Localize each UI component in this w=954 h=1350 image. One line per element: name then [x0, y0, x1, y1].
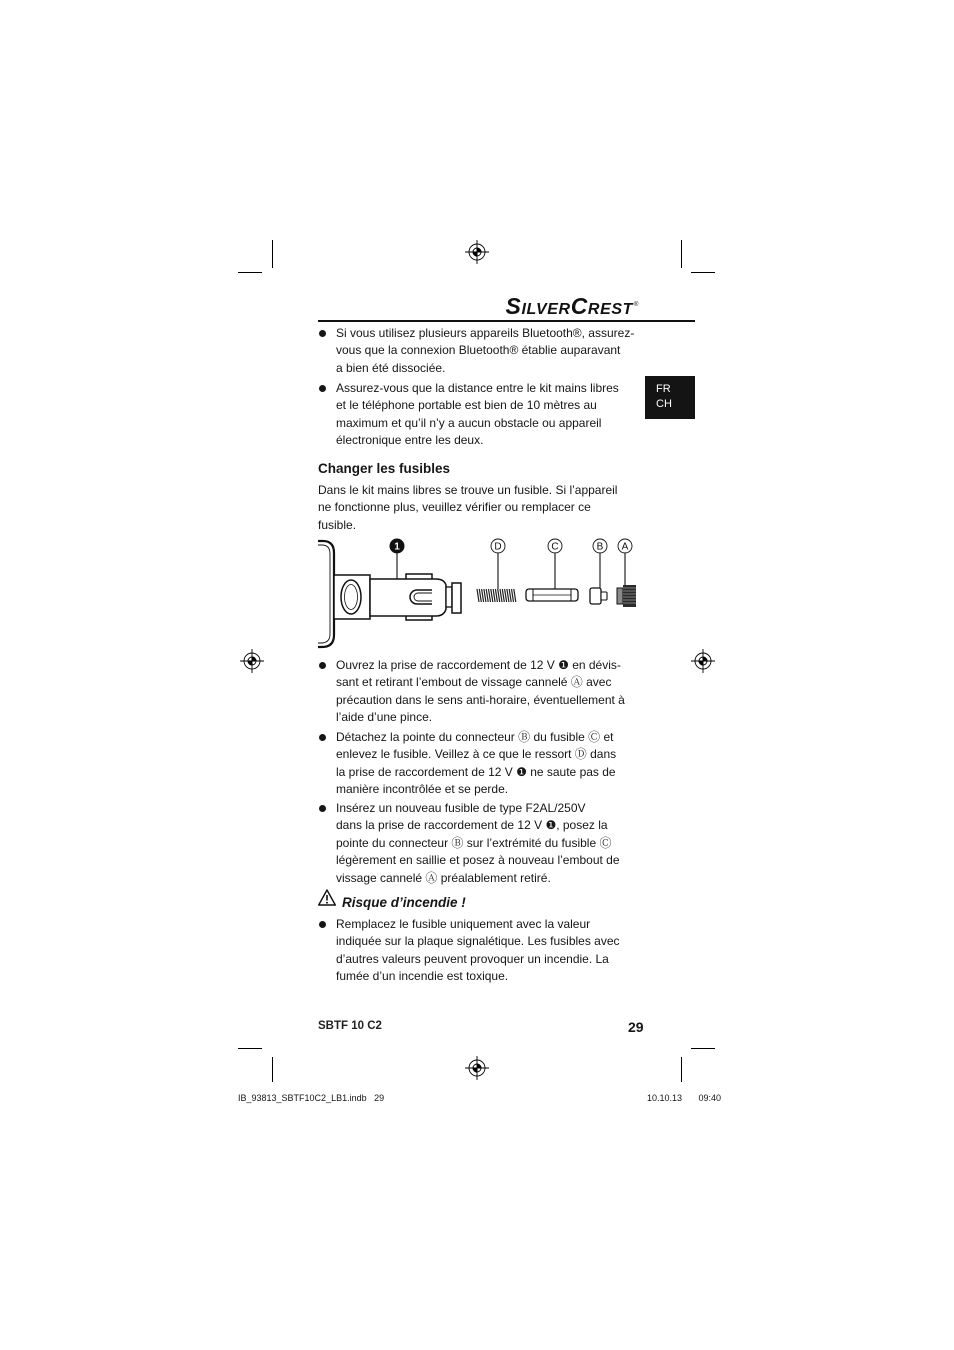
text-line: d’autres valeurs peuvent provoquer un incendie. La — [336, 951, 609, 966]
registration-mark — [691, 649, 715, 673]
bullet-item — [318, 657, 648, 727]
callout-b — [593, 539, 607, 553]
callout-label: A — [621, 541, 629, 553]
header-rule — [318, 320, 695, 322]
text-line: et le téléphone portable est bien de 10 mètres au — [336, 398, 597, 413]
text-line: Remplacez le fusible uniquement avec la valeur — [336, 917, 591, 931]
registered-mark: ® — [634, 302, 639, 308]
warning-triangle-icon — [318, 889, 336, 906]
text-line: Dans le kit mains libres se trouve un fusible. Si l’appareil — [318, 483, 618, 497]
language-code: CH — [656, 398, 672, 410]
bullet-icon — [319, 921, 326, 928]
text-line: légèrement en saillie et posez à nouveau l’embout de — [336, 853, 620, 868]
text-line: manière incontrôlée et se perde. — [336, 782, 509, 797]
registration-mark — [465, 1056, 489, 1080]
text-line: vissage cannelé Ⓐ préalablement retiré. — [336, 870, 551, 885]
bullet-icon — [319, 385, 326, 392]
registration-mark — [240, 649, 264, 673]
threaded-cap — [617, 585, 636, 607]
text-line: fusible. — [318, 517, 357, 532]
text-line: la prise de raccordement de 12 V ❶ ne saute pas de — [336, 764, 616, 779]
spring — [477, 589, 516, 602]
language-tab — [645, 376, 695, 419]
warning-title: Risque d’incendie ! — [342, 895, 466, 910]
bullet-item — [318, 325, 648, 377]
section-heading: Changer les fusibles — [318, 461, 451, 476]
text-line: a bien été dissociée. — [336, 360, 446, 375]
bullet-icon — [319, 734, 326, 741]
bullet-item — [318, 729, 648, 799]
fuse-diagram — [318, 538, 643, 650]
text-line: sant et retirant l’embout de vissage cannelé Ⓐ avec — [336, 675, 612, 690]
handsfree-housing — [318, 541, 334, 647]
language-code: FR — [656, 383, 671, 395]
callout-c — [548, 539, 562, 553]
bullet-icon — [319, 330, 326, 337]
text-line: l’aide d’une pince. — [336, 710, 433, 725]
bullet-icon — [319, 805, 326, 812]
text-line: Assurez-vous que la distance entre le kit mains libres — [336, 381, 619, 395]
brand-logo: SilverCrest — [505, 293, 633, 319]
text-line: ne fonctionne plus, veuillez vérifier ou remplacer ce — [318, 500, 591, 515]
callout-label: B — [596, 541, 604, 553]
bullet-item — [318, 916, 648, 986]
text-line: précaution dans le sens anti-horaire, éventuellement à — [336, 692, 625, 707]
text-line: vous que la connexion Bluetooth® établie auparavant — [336, 343, 621, 358]
print-file-info: IB_93813_SBTF10C2_LB1.indb 29 — [238, 1093, 385, 1103]
intro-paragraph — [318, 482, 648, 534]
text-line: fumée d’un incendie est toxique. — [336, 969, 509, 984]
text-line: pointe du connecteur Ⓑ sur l’extrémité du fusible Ⓒ — [336, 835, 612, 850]
callout-d — [491, 539, 505, 553]
handsfree-housing-inner — [318, 545, 330, 643]
text-line: Ouvrez la prise de raccordement de 12 V ❶ en dévis- — [336, 658, 621, 672]
text-line: enlevez le fusible. Veillez à ce que le ressort Ⓓ dans — [336, 747, 617, 762]
callout-label: D — [494, 541, 502, 553]
connector-tip — [590, 588, 607, 604]
text-line: Insérez un nouveau fusible de type F2AL/250V — [336, 801, 586, 815]
callout-a — [618, 539, 632, 553]
bullet-icon — [319, 662, 326, 669]
callout-label: 1 — [394, 541, 400, 553]
registration-mark — [465, 240, 489, 264]
text-line: Si vous utilisez plusieurs appareils Bluetooth®, assurez- — [336, 326, 635, 340]
text-line: indiquée sur la plaque signalétique. Les fusibles avec — [336, 934, 620, 949]
fuse — [526, 589, 578, 601]
text-line: maximum et qu’il n’y a aucun obstacle ou appareil — [336, 415, 602, 430]
page-number: 29 — [628, 1019, 644, 1035]
print-datetime: 10.10.13 09:40 — [646, 1093, 721, 1103]
model-number: SBTF 10 C2 — [318, 1020, 382, 1032]
bullet-item — [318, 800, 648, 887]
callout-label: C — [551, 541, 559, 553]
bullet-item — [318, 380, 648, 450]
plug-12v — [334, 574, 461, 620]
text-line: dans la prise de raccordement de 12 V ❶, posez la — [336, 818, 608, 833]
text-line: électronique entre les deux. — [336, 433, 484, 448]
text-line: Détachez la pointe du connecteur Ⓑ du fusible Ⓒ et — [336, 730, 614, 744]
callout-1 — [390, 539, 405, 554]
